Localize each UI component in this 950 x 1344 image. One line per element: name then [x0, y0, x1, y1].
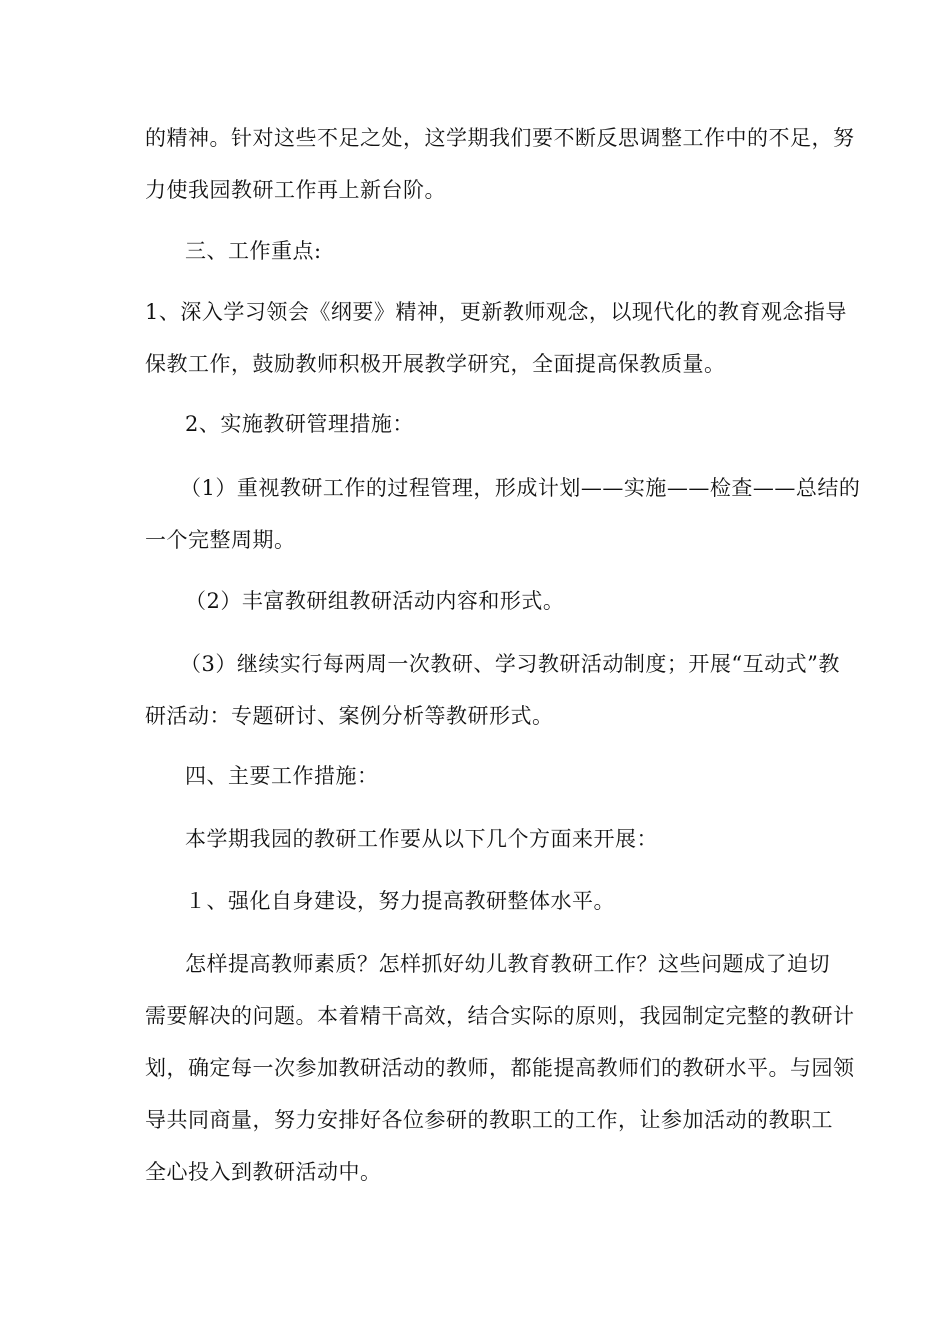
paragraph-item-3	[145, 638, 900, 742]
text-line: 全心投入到教研活动中。	[145, 1160, 382, 1184]
text-line: （3）继续实行每两周一次教研、学习教研活动制度；开展“互动式”教	[180, 652, 840, 676]
paragraph-focus-1	[145, 286, 865, 390]
text-line: （2）丰富教研组教研活动内容和形式。	[185, 589, 565, 613]
text-line: 一个完整周期。	[145, 528, 296, 552]
paragraph-body	[145, 938, 905, 1198]
text-line: 1、深入学习领会《纲要》精神，更新教师观念，以现代化的教育观念指导	[145, 300, 847, 324]
text-line: 四、主要工作措施：	[185, 764, 379, 788]
text-line: 怎样提高教师素质？怎样抓好幼儿教育教研工作？这些问题成了迫切	[185, 952, 830, 976]
text-line: １、强化自身建设，努力提高教研整体水平。	[185, 889, 615, 913]
paragraph-item-2	[185, 575, 905, 627]
text-line: 导共同商量，努力安排好各位参研的教职工的工作，让参加活动的教职工	[145, 1108, 833, 1132]
text-line: 2、实施教研管理措施：	[185, 412, 414, 436]
heading-main-measures	[185, 750, 905, 802]
paragraph-focus-2	[185, 398, 905, 450]
paragraph-item-1	[145, 462, 900, 566]
paragraph-intro	[185, 813, 905, 865]
paragraph-1	[145, 112, 865, 216]
text-line: 的精神。针对这些不足之处，这学期我们要不断反思调整工作中的不足，努	[145, 126, 855, 150]
text-line: 划，确定每一次参加教研活动的教师，都能提高教师们的教研水平。与园领	[145, 1056, 855, 1080]
text-line: 保教工作，鼓励教师积极开展教学研究，全面提高保教质量。	[145, 352, 726, 376]
text-line: 研活动：专题研讨、案例分析等教研形式。	[145, 704, 554, 728]
heading-work-focus	[185, 225, 905, 277]
text-line: 需要解决的问题。本着精干高效，结合实际的原则，我园制定完整的教研计	[145, 1004, 855, 1028]
paragraph-measure-1	[185, 875, 905, 927]
text-line: （1）重视教研工作的过程管理，形成计划——实施——检查——总结的	[180, 476, 861, 500]
text-line: 力使我园教研工作再上新台阶。	[145, 178, 446, 202]
text-line: 三、工作重点:	[185, 239, 322, 263]
text-line: 本学期我园的教研工作要从以下几个方面来开展：	[185, 827, 658, 851]
